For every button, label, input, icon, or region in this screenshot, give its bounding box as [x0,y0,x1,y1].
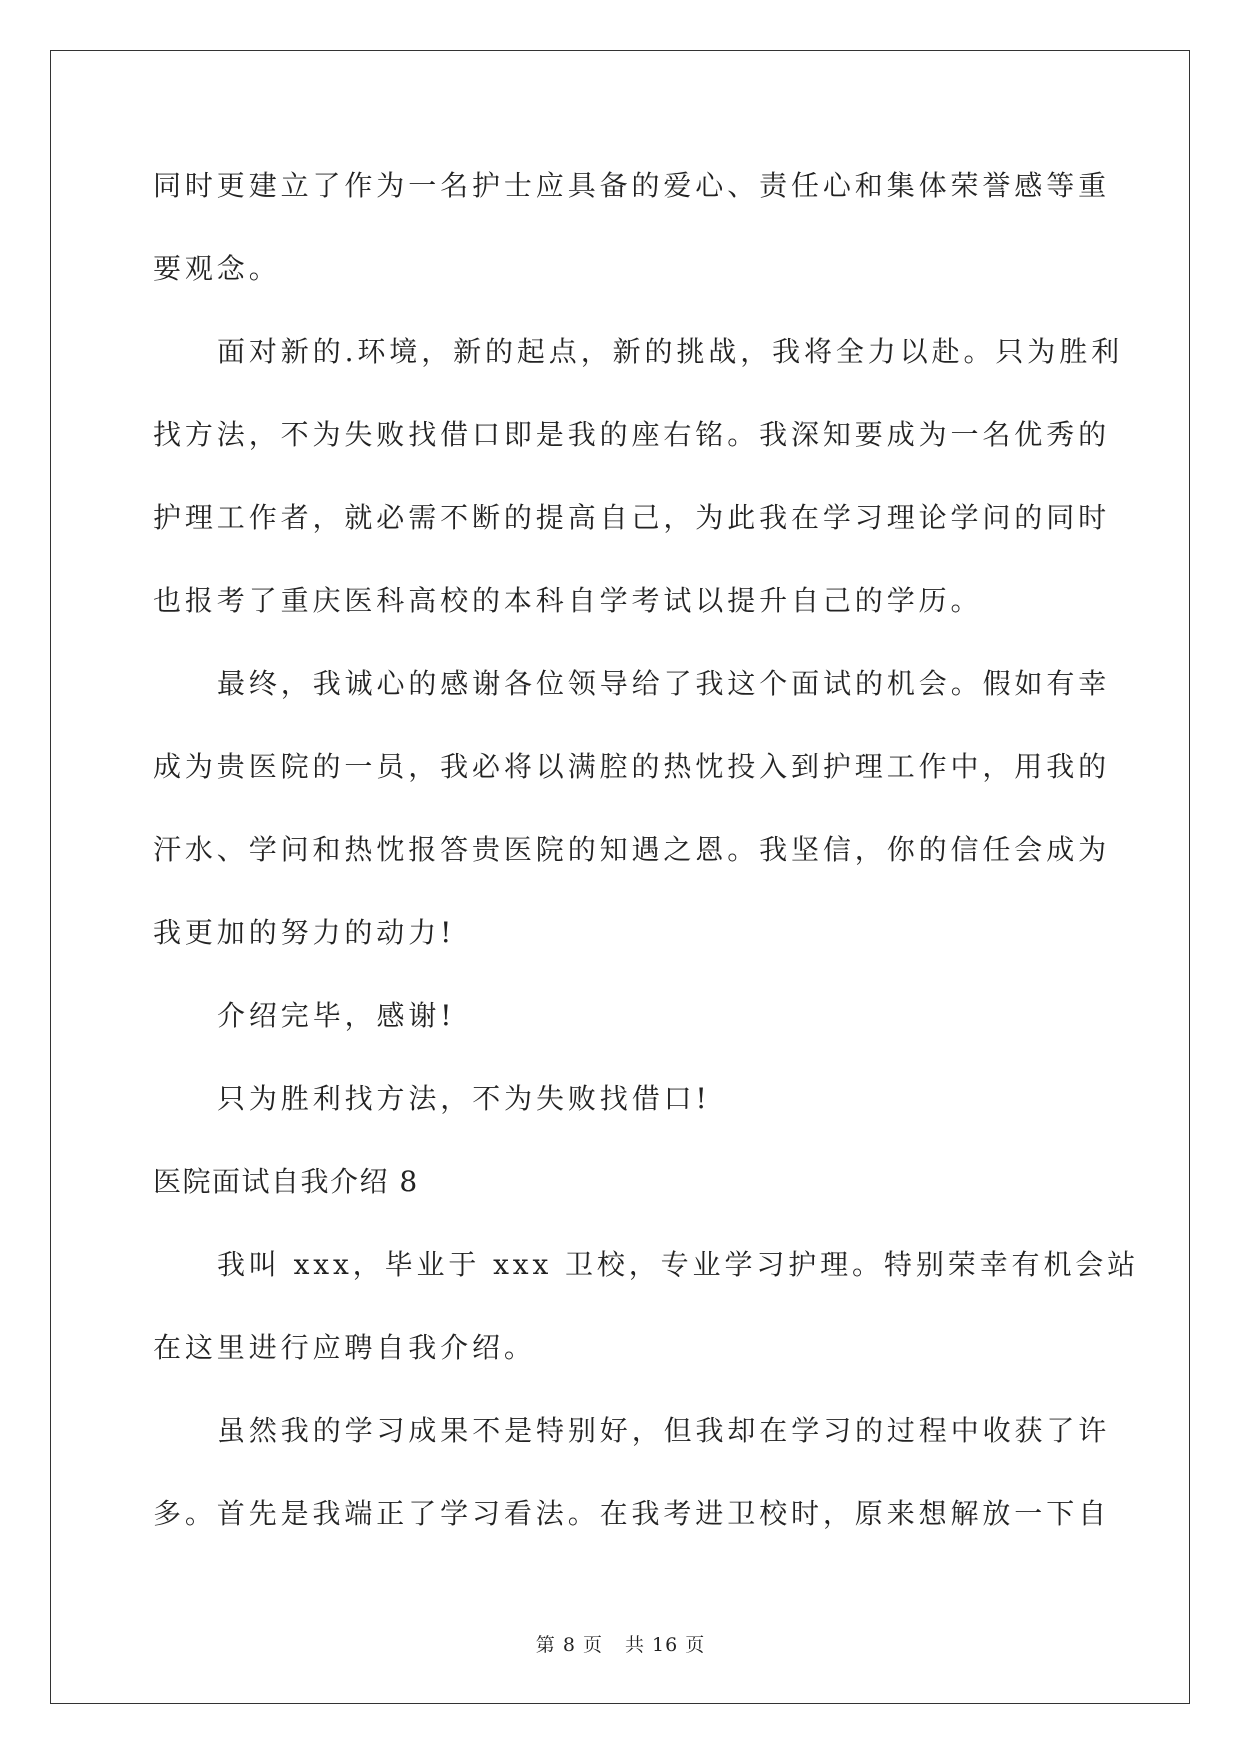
paragraph-line: 面对新的.环境，新的起点，新的挑战，我将全力以赴。只为胜利 [217,335,1124,368]
page-footer [0,1630,1241,1657]
page-total: 共 16 页 [624,1634,706,1656]
paragraph-line: 多。首先是我端正了学习看法。在我考进卫校时，原来想解放一下自 [153,1497,1111,1530]
paragraph-line: 在这里进行应聘自我介绍。 [153,1331,536,1364]
paragraph-line: 我叫 xxx，毕业于 xxx 卫校，专业学习护理。特别荣幸有机会站 [217,1248,1140,1281]
paragraph-line: 介绍完毕，感谢! [217,999,456,1032]
paragraph-line: 我更加的努力的动力! [153,916,456,949]
section-heading: 医院面试自我介绍 8 [153,1165,419,1198]
paragraph-line: 最终，我诚心的感谢各位领导给了我这个面试的机会。假如有幸 [217,667,1111,700]
paragraph-line: 护理工作者，就必需不断的提高自己，为此我在学习理论学问的同时 [153,501,1111,534]
paragraph-line: 只为胜利找方法，不为失败找借口! [217,1082,711,1115]
paragraph-line: 要观念。 [153,252,281,285]
paragraph-line: 成为贵医院的一员，我必将以满腔的热忱投入到护理工作中，用我的 [153,750,1111,783]
document-body [153,160,1140,1571]
paragraph-line: 汗水、学问和热忱报答贵医院的知遇之恩。我坚信，你的信任会成为 [153,833,1111,866]
paragraph-line: 找方法，不为失败找借口即是我的座右铭。我深知要成为一名优秀的 [153,418,1111,451]
paragraph-line: 虽然我的学习成果不是特别好，但我却在学习的过程中收获了许 [217,1414,1111,1447]
paragraph-line: 同时更建立了作为一名护士应具备的爱心、责任心和集体荣誉感等重 [153,169,1111,202]
paragraph-line: 也报考了重庆医科高校的本科自学考试以提升自己的学历。 [153,584,983,617]
page-number: 第 8 页 [535,1634,603,1656]
